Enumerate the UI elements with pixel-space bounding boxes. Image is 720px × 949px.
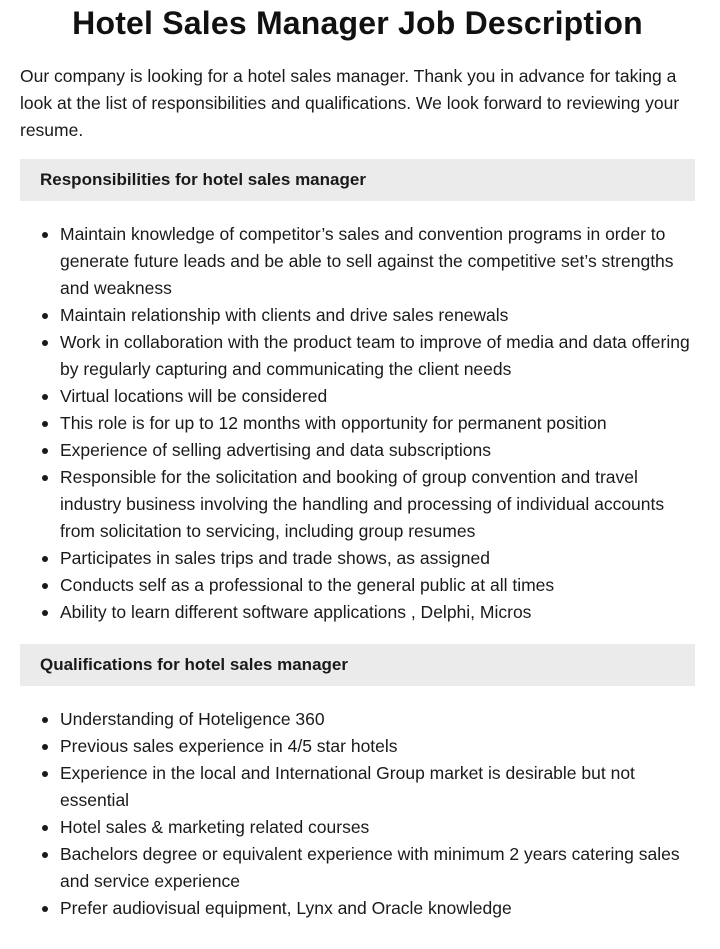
- page-title: Hotel Sales Manager Job Description: [72, 5, 643, 41]
- list-item: [60, 410, 695, 437]
- list-item: [60, 464, 695, 545]
- bullet-icon: [42, 744, 48, 750]
- list-item-text: Participates in sales trips and trade shows, as assigned: [60, 548, 490, 568]
- list-item: [60, 437, 695, 464]
- list-item: [60, 383, 695, 410]
- bullet-icon: [42, 906, 48, 912]
- list-item-text: Virtual locations will be considered: [60, 386, 328, 406]
- list-item: [60, 599, 695, 626]
- list-item: [60, 329, 695, 383]
- list-item: [60, 302, 695, 329]
- list-item: [60, 706, 695, 733]
- list-item: [60, 572, 695, 599]
- bullet-icon: [42, 340, 48, 346]
- list-item-text: This role is for up to 12 months with opportunity for permanent position: [60, 413, 607, 433]
- bullet-icon: [42, 583, 48, 589]
- job-description-page: [20, 0, 695, 922]
- bullet-icon: [42, 421, 48, 427]
- list-item: [60, 895, 695, 922]
- list-item-text: Ability to learn different software applications , Delphi, Micros: [60, 602, 532, 622]
- bullet-icon: [42, 717, 48, 723]
- bullet-icon: [42, 448, 48, 454]
- list-item-text: Bachelors degree or equivalent experience with minimum 2 years catering sales and service experience: [60, 844, 680, 891]
- list-item-text: Maintain knowledge of competitor’s sales and convention programs in order to generate future leads and be able to sell against the competitive set’s strengths and weakness: [60, 224, 674, 298]
- responsibilities-heading: Responsibilities for hotel sales manager: [20, 159, 695, 201]
- qualifications-list: [20, 706, 695, 922]
- bullet-icon: [42, 232, 48, 238]
- list-item: [60, 733, 695, 760]
- list-item-text: Responsible for the solicitation and booking of group convention and travel industry business involving the handling and processing of individual accounts from solicitation to servicing, including group resumes: [60, 467, 665, 541]
- bullet-icon: [42, 852, 48, 858]
- bullet-icon: [42, 771, 48, 777]
- list-item: [60, 760, 695, 814]
- list-item: [60, 841, 695, 895]
- list-item-text: Experience of selling advertising and data subscriptions: [60, 440, 491, 460]
- list-item-text: Understanding of Hoteligence 360: [60, 709, 325, 729]
- list-item: [60, 221, 695, 302]
- intro-paragraph: Our company is looking for a hotel sales manager. Thank you in advance for taking a look at the list of responsibilities and qualifications. We look forward to reviewing your resume.: [20, 66, 680, 140]
- bullet-icon: [42, 313, 48, 319]
- list-item-text: Hotel sales & marketing related courses: [60, 817, 370, 837]
- bullet-icon: [42, 475, 48, 481]
- bullet-icon: [42, 394, 48, 400]
- list-item-text: Maintain relationship with clients and drive sales renewals: [60, 305, 509, 325]
- bullet-icon: [42, 556, 48, 562]
- list-item-text: Experience in the local and International Group market is desirable but not essential: [60, 763, 635, 810]
- list-item: [60, 814, 695, 841]
- list-item-text: Previous sales experience in 4/5 star hotels: [60, 736, 398, 756]
- responsibilities-list: [20, 221, 695, 626]
- list-item-text: Prefer audiovisual equipment, Lynx and Oracle knowledge: [60, 898, 512, 918]
- bullet-icon: [42, 825, 48, 831]
- list-item: [60, 545, 695, 572]
- bullet-icon: [42, 610, 48, 616]
- list-item-text: Work in collaboration with the product team to improve of media and data offering by regularly capturing and communicating the client needs: [60, 332, 690, 379]
- qualifications-heading: Qualifications for hotel sales manager: [20, 644, 695, 686]
- list-item-text: Conducts self as a professional to the general public at all times: [60, 575, 555, 595]
